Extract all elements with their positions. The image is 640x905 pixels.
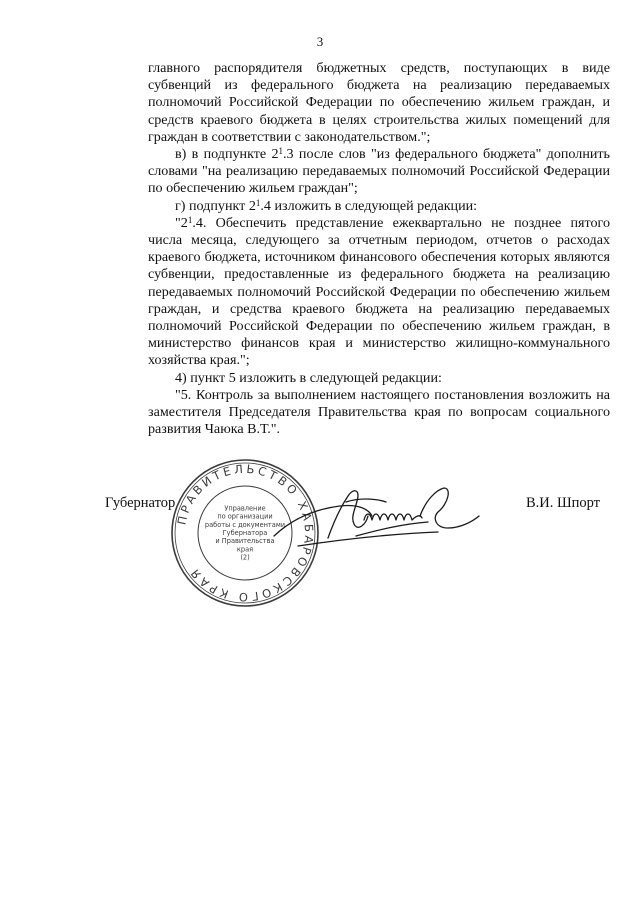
seal-ring-text: ПРАВИТЕЛЬСТВО ХАБАРОВСКОГО КРАЯ (174, 461, 317, 605)
seal-center-line: работы с документами (204, 520, 286, 529)
paragraph (148, 146, 610, 198)
paragraph-text: "5. Контроль за выполнением настоящего постановления возложить на заместителя Председателя Правительства края по вопросам социального развития Чаюка В.Т.". (148, 386, 610, 438)
paragraph-text: .3 после слов "из федерального бюджета" дополнить словами "на реализацию передаваемых полномочий Российской Федерации по обеспечению жильем граждан"; (148, 146, 610, 197)
superscript-index: 1 (255, 197, 261, 208)
paragraph-text: .4 изложить в следующей редакции: (260, 197, 478, 214)
document-body (148, 60, 610, 438)
paragraph (148, 370, 610, 387)
seal-center-line: (2) (240, 553, 250, 562)
paragraph (148, 198, 610, 215)
handwritten-signature-icon (268, 476, 483, 551)
signatory-name: В.И. Шпорт (525, 495, 600, 511)
seal-center-line: и Правительства (215, 537, 275, 546)
paragraph-text: главного распорядителя бюджетных средств, поступающих в виде субвенций из федерального бюджета на реализацию передаваемых полномочий Российской Федерации по обеспечению жильем граждан, и средств краевого бюджета в целях строительства жилых помещений для граждан в соответствии с законодательством."; (148, 60, 610, 145)
seal-center-line: Управление (224, 504, 266, 513)
paragraph-text: "2 (175, 214, 188, 231)
seal-center-line: по организации (217, 512, 273, 521)
superscript-index: 1 (278, 146, 284, 157)
paragraph (148, 60, 610, 146)
paragraph-text: .4. Обеспечить представление ежеквартально не позднее пятого числа месяца, следующего за отчетным периодом, отчетов о расходах краевого бюджета, источником финансового обеспечения которых являются субвенции, предоставленные из федерального бюджета на реализацию передаваемых полномочий Российской Федерации по обеспечению жильем граждан, и средства краевого бюджета на реализацию передаваемых полномочий Российской Федерации по обеспечению жильем граждан, в министерство финансов края и министерство жилищно-коммунального хозяйства края."; (148, 214, 610, 369)
page-number: 3 (316, 34, 324, 49)
paragraph (148, 215, 610, 370)
paragraph-text: г) подпункт 2 (175, 197, 256, 214)
paragraph-text: в) в подпункте 2 (175, 146, 279, 163)
signatory-title: Губернатор (105, 495, 176, 511)
superscript-index: 1 (187, 214, 193, 225)
paragraph-text: 4) пункт 5 изложить в следующей редакции: (175, 369, 442, 386)
seal-center-line: Губернатора (222, 529, 268, 537)
seal-center-line: края (236, 545, 254, 554)
paragraph (148, 387, 610, 439)
